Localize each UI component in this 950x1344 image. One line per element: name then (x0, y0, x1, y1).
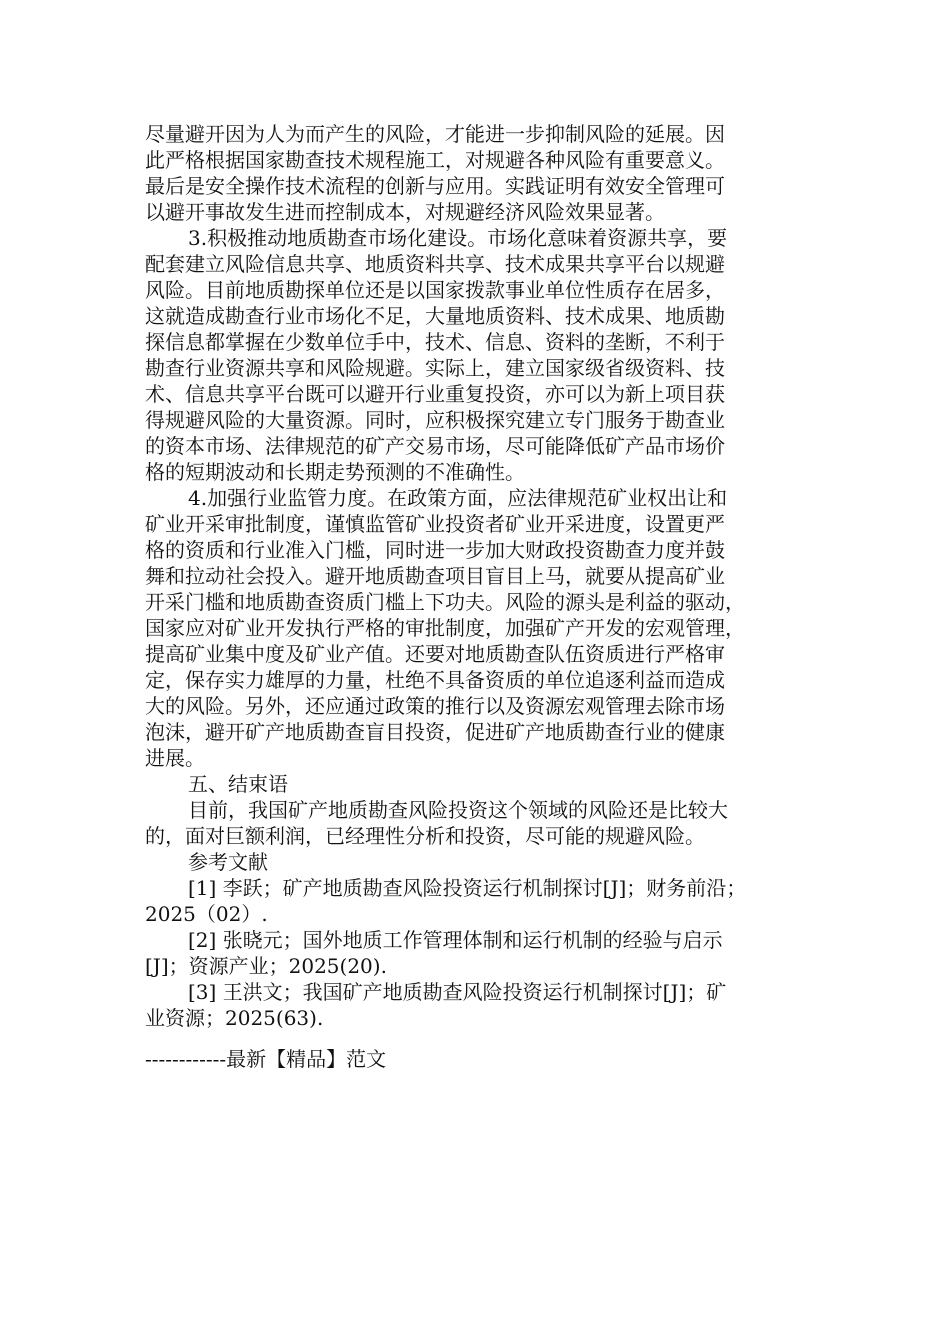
text-line: 最后是安全操作技术流程的创新与应用。实践证明有效安全管理可 (145, 174, 725, 198)
text-line: 提高矿业集中度及矿业产值。还要对地质勘查队伍资质进行严格审 (145, 642, 725, 666)
text-line: 2025（02）. (145, 902, 268, 926)
text-line: 尽量避开因为人为而产生的风险，才能进一步抑制风险的延展。因 (145, 122, 725, 146)
text-line: 矿业开采审批制度，谨慎监管矿业投资者矿业开采进度，设置更严 (145, 512, 725, 536)
text-line: 术、信息共享平台既可以避开行业重复投资，亦可以为新上项目获 (145, 382, 725, 406)
text-line: 目前，我国矿产地质勘查风险投资这个领域的风险还是比较大 (188, 798, 728, 822)
text-line: 得规避风险的大量资源。同时，应积极探究建立专门服务于勘查业 (145, 408, 725, 432)
text-line: 舞和拉动社会投入。避开地质勘查项目盲目上马，就要从提高矿业 (145, 564, 725, 588)
text-line: 探信息都掌握在少数单位手中，技术、信息、资料的垄断，不利于 (145, 330, 725, 354)
text-line: 风险。目前地质勘探单位还是以国家拨款事业单位性质存在居多， (145, 278, 725, 302)
text-line: [1] 李跃；矿产地质勘查风险投资运行机制探讨[J]；财务前沿； (188, 876, 747, 900)
text-line: [3] 王洪文；我国矿产地质勘查风险投资运行机制探讨[J]；矿 (188, 980, 727, 1004)
text-line: 格的资质和行业准入门槛，同时进一步加大财政投资勘查力度并鼓 (145, 538, 725, 562)
text-line: 开采门槛和地质勘查资质门槛上下功夫。风险的源头是利益的驱动， (145, 590, 745, 614)
document-body (145, 121, 805, 1031)
text-line: 4.加强行业监管力度。在政策方面，应法律规范矿业权出让和 (188, 486, 728, 510)
text-line: [J]；资源产业；2025(20). (145, 954, 387, 978)
footer-text: ------------最新【精品】范文 (145, 1047, 387, 1071)
text-line: [2] 张晓元；国外地质工作管理体制和运行机制的经验与启示 (188, 928, 723, 952)
text-line: 这就造成勘查行业市场化不足，大量地质资料、技术成果、地质勘 (145, 304, 725, 328)
text-line: 的资本市场、法律规范的矿产交易市场，尽可能降低矿产品市场价 (145, 434, 725, 458)
text-line: 国家应对矿业开发执行严格的审批制度，加强矿产开发的宏观管理， (145, 616, 745, 640)
text-line: 此严格根据国家勘查技术规程施工，对规避各种风险有重要意义。 (145, 148, 725, 172)
text-line: 进展。 (145, 746, 205, 770)
text-line: 3.积极推动地质勘查市场化建设。市场化意味着资源共享，要 (188, 226, 728, 250)
text-line: 的，面对巨额利润，已经理性分析和投资，尽可能的规避风险。 (145, 824, 705, 848)
text-line: 勘查行业资源共享和风险规避。实际上，建立国家级省级资料、技 (145, 356, 725, 380)
text-line: 业资源；2025(63). (145, 1006, 324, 1030)
text-line: 大的风险。另外，还应通过政策的推行以及资源宏观管理去除市场 (145, 694, 725, 718)
text-line: 配套建立风险信息共享、地质资料共享、技术成果共享平台以规避 (145, 252, 725, 276)
text-line: 以避开事故发生进而控制成本，对规避经济风险效果显著。 (145, 200, 665, 224)
text-line: 格的短期波动和长期走势预测的不准确性。 (145, 460, 525, 484)
text-line: 定，保存实力雄厚的力量，杜绝不具备资质的单位追逐利益而造成 (145, 668, 725, 692)
text-line: 五、结束语 (188, 772, 288, 796)
text-line: 参考文献 (188, 850, 268, 874)
text-line: 泡沫，避开矿产地质勘查盲目投资，促进矿产地质勘查行业的健康 (145, 720, 725, 744)
